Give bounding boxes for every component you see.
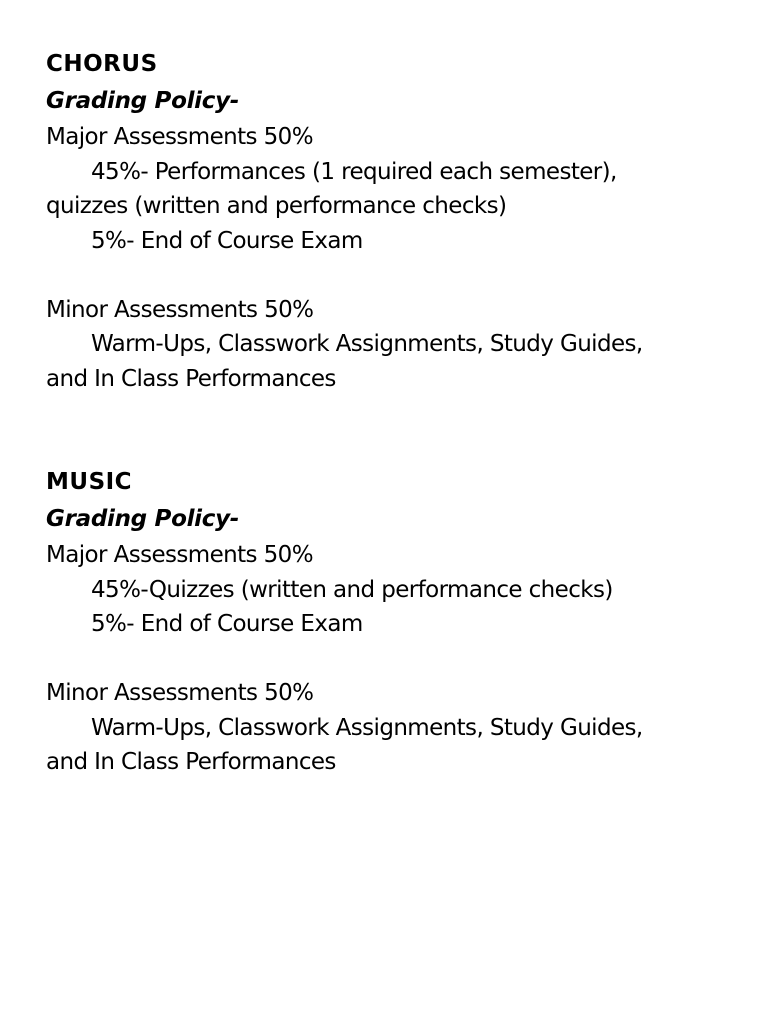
- chorus-minor-assessments-heading: Minor Assessments 50%: [46, 296, 314, 323]
- music-major-assessments-heading: Major Assessments 50%: [46, 542, 313, 568]
- chorus-major-assessments-heading: Major Assessments 50%: [46, 124, 313, 150]
- chorus-section: [46, 46, 726, 396]
- spacer: [46, 642, 726, 677]
- chorus-major-item-performances-continued: quizzes (written and performance checks): [46, 193, 507, 219]
- music-major-item-quizzes: 45%-Quizzes (written and performance checks): [91, 576, 613, 603]
- music-minor-assessments-heading: Minor Assessments 50%: [46, 680, 314, 706]
- chorus-title: CHORUS: [46, 51, 158, 77]
- chorus-major-item-performances: 45%- Performances (1 required each semester),: [91, 158, 617, 185]
- chorus-minor-items-continued: and In Class Performances: [46, 365, 336, 392]
- music-major-item-exam: 5%- End of Course Exam: [91, 611, 363, 637]
- spacer: [46, 258, 726, 293]
- music-grading-policy-heading: Grading Policy-: [46, 506, 240, 532]
- chorus-grading-policy-heading: Grading Policy-: [46, 88, 240, 114]
- music-minor-items-continued: and In Class Performances: [46, 749, 336, 775]
- music-minor-items: Warm-Ups, Classwork Assignments, Study Guides,: [91, 714, 643, 741]
- chorus-major-item-exam: 5%- End of Course Exam: [91, 227, 363, 254]
- music-title: MUSIC: [46, 469, 133, 495]
- music-section: [46, 464, 726, 780]
- chorus-minor-items: Warm-Ups, Classwork Assignments, Study Guides,: [91, 331, 643, 357]
